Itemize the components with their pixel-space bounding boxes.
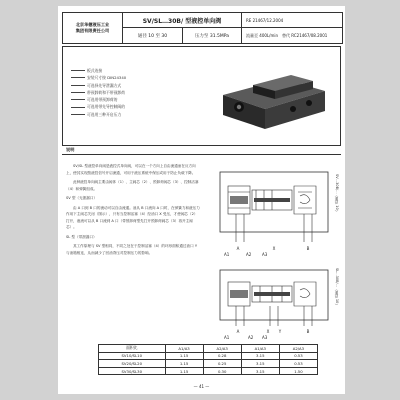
area-ratio-table: [98, 344, 318, 375]
sv-sectional-diagram: [216, 162, 341, 260]
features-box: [62, 46, 341, 146]
feature-item: 可选择先导泄漏方式: [71, 82, 126, 89]
feature-list: [71, 67, 126, 118]
column-header: 面积比: [99, 345, 166, 353]
paragraph: 此种液控单向阀主要由阀体（1）、主阀芯（2）、预卸荷阀芯（3）、控制活塞（4）和弹簧组成。: [66, 180, 199, 191]
port-label: X: [272, 246, 276, 251]
header-table: [62, 12, 343, 44]
table-cell: 3.15: [241, 352, 279, 360]
replaces-standard: 替代 RC21467/08.2001: [282, 32, 328, 38]
feature-item: 带预卸荷和不带预卸荷: [71, 89, 126, 96]
page-number: — 41 —: [193, 384, 210, 389]
port-label: X: [266, 329, 270, 334]
table-cell: 3.15: [241, 360, 279, 368]
table-cell: 1.15: [165, 352, 203, 360]
max-pressure: 压力至 31.5MPa: [183, 28, 242, 43]
company-line-2: 集团有限责任公司: [75, 28, 110, 33]
paragraph: 其工作原理与 SV 型相同，不同之处在于控制活塞（4）的环形面积通过油口 Y 与油箱相连，从而减少了回油背压对控制压力的影响。: [66, 244, 198, 255]
standard-number: RE 21467/12.2004: [242, 13, 342, 28]
area-label: A1: [224, 335, 230, 340]
area-label: A3: [262, 252, 268, 257]
diagram2-caption: SL…30B/…（通径 10）: [335, 268, 339, 307]
flow-and-replacement: [242, 28, 342, 43]
column-header: A1/A3: [165, 345, 203, 353]
table-cell: 0.53: [279, 360, 317, 368]
table-header-row: [99, 345, 318, 353]
table-cell: 1.50: [279, 367, 317, 375]
table-cell: 1.15: [165, 367, 203, 375]
area-label: A2: [246, 252, 252, 257]
table-cell: 0.30: [203, 367, 241, 375]
column-header: A1/A3: [241, 345, 279, 353]
section-heading: 说明: [66, 147, 75, 152]
table-cell: SV30/SL30: [99, 367, 166, 375]
table-row: [99, 352, 318, 360]
paragraph: SV/SL 型液控单向阀是液控式单向阀，可以在一个方向上自由流通而在反方向上，使其实现按液控信号开启流通，可用于液压系统中保压或用于防止负载下降。: [66, 164, 196, 175]
table-row: [99, 367, 318, 375]
port-label: B: [306, 329, 310, 334]
paragraph: 由 A 口到 B 口的流动可以自由流通。油从 B 口流向 A 口时，在弹簧力和液压力作用下主阀芯关闭（图示），只有当控制活塞（4）经油口 X 受压，才使阀芯（2）打开，液流可以从 B 口流到 A 口（带预卸荷型先打开预卸荷阀芯（3）再开主阀芯）。: [66, 205, 200, 229]
company-line-1: 北京华德液压工业: [75, 22, 110, 27]
sv-heading: SV 型（无泄漏口）: [66, 196, 98, 200]
table-cell: 1.15: [165, 360, 203, 368]
product-title: SV/SL…30B/ 型液控单向阀: [123, 13, 242, 28]
company-name: [63, 13, 123, 43]
feature-item: 板式连接: [71, 67, 126, 74]
port-label: B: [306, 246, 310, 251]
description-text: [66, 163, 201, 259]
area-label: A3: [262, 335, 268, 340]
column-header: A2/A3: [203, 345, 241, 353]
area-label: A2: [248, 335, 254, 340]
feature-item: 可选用带先导控制阀的: [71, 103, 126, 110]
feature-item: 可选用带预卸荷的: [71, 96, 126, 103]
nominal-size: 通径 10 至 30: [123, 28, 183, 43]
table-row: [99, 360, 318, 368]
sl-heading: SL 型（带泄漏口）: [66, 234, 97, 239]
port-label: A: [236, 246, 240, 251]
table-cell: SV10/SL10: [99, 352, 166, 360]
diagram1-caption: SV…30B/…（通径 10）: [335, 174, 339, 214]
section-divider: [62, 154, 341, 155]
sl-sectional-diagram: [216, 264, 341, 340]
area-label: A1: [224, 252, 230, 257]
max-flow: 流量至 400L/min: [246, 32, 279, 38]
table-cell: 3.15: [241, 367, 279, 375]
port-label: A: [236, 329, 240, 334]
column-header: A2/A3: [279, 345, 317, 353]
page: [58, 6, 345, 394]
port-label: Y: [278, 329, 282, 334]
table-cell: 0.28: [203, 352, 241, 360]
valve-photo: [213, 65, 333, 135]
feature-item: 安装尺寸按 DIN24340: [71, 74, 126, 81]
table-cell: 0.25: [203, 360, 241, 368]
table-cell: 0.53: [279, 352, 317, 360]
feature-item: 可选用三种开启压力: [71, 111, 126, 118]
table-cell: SV20/SL20: [99, 360, 166, 368]
